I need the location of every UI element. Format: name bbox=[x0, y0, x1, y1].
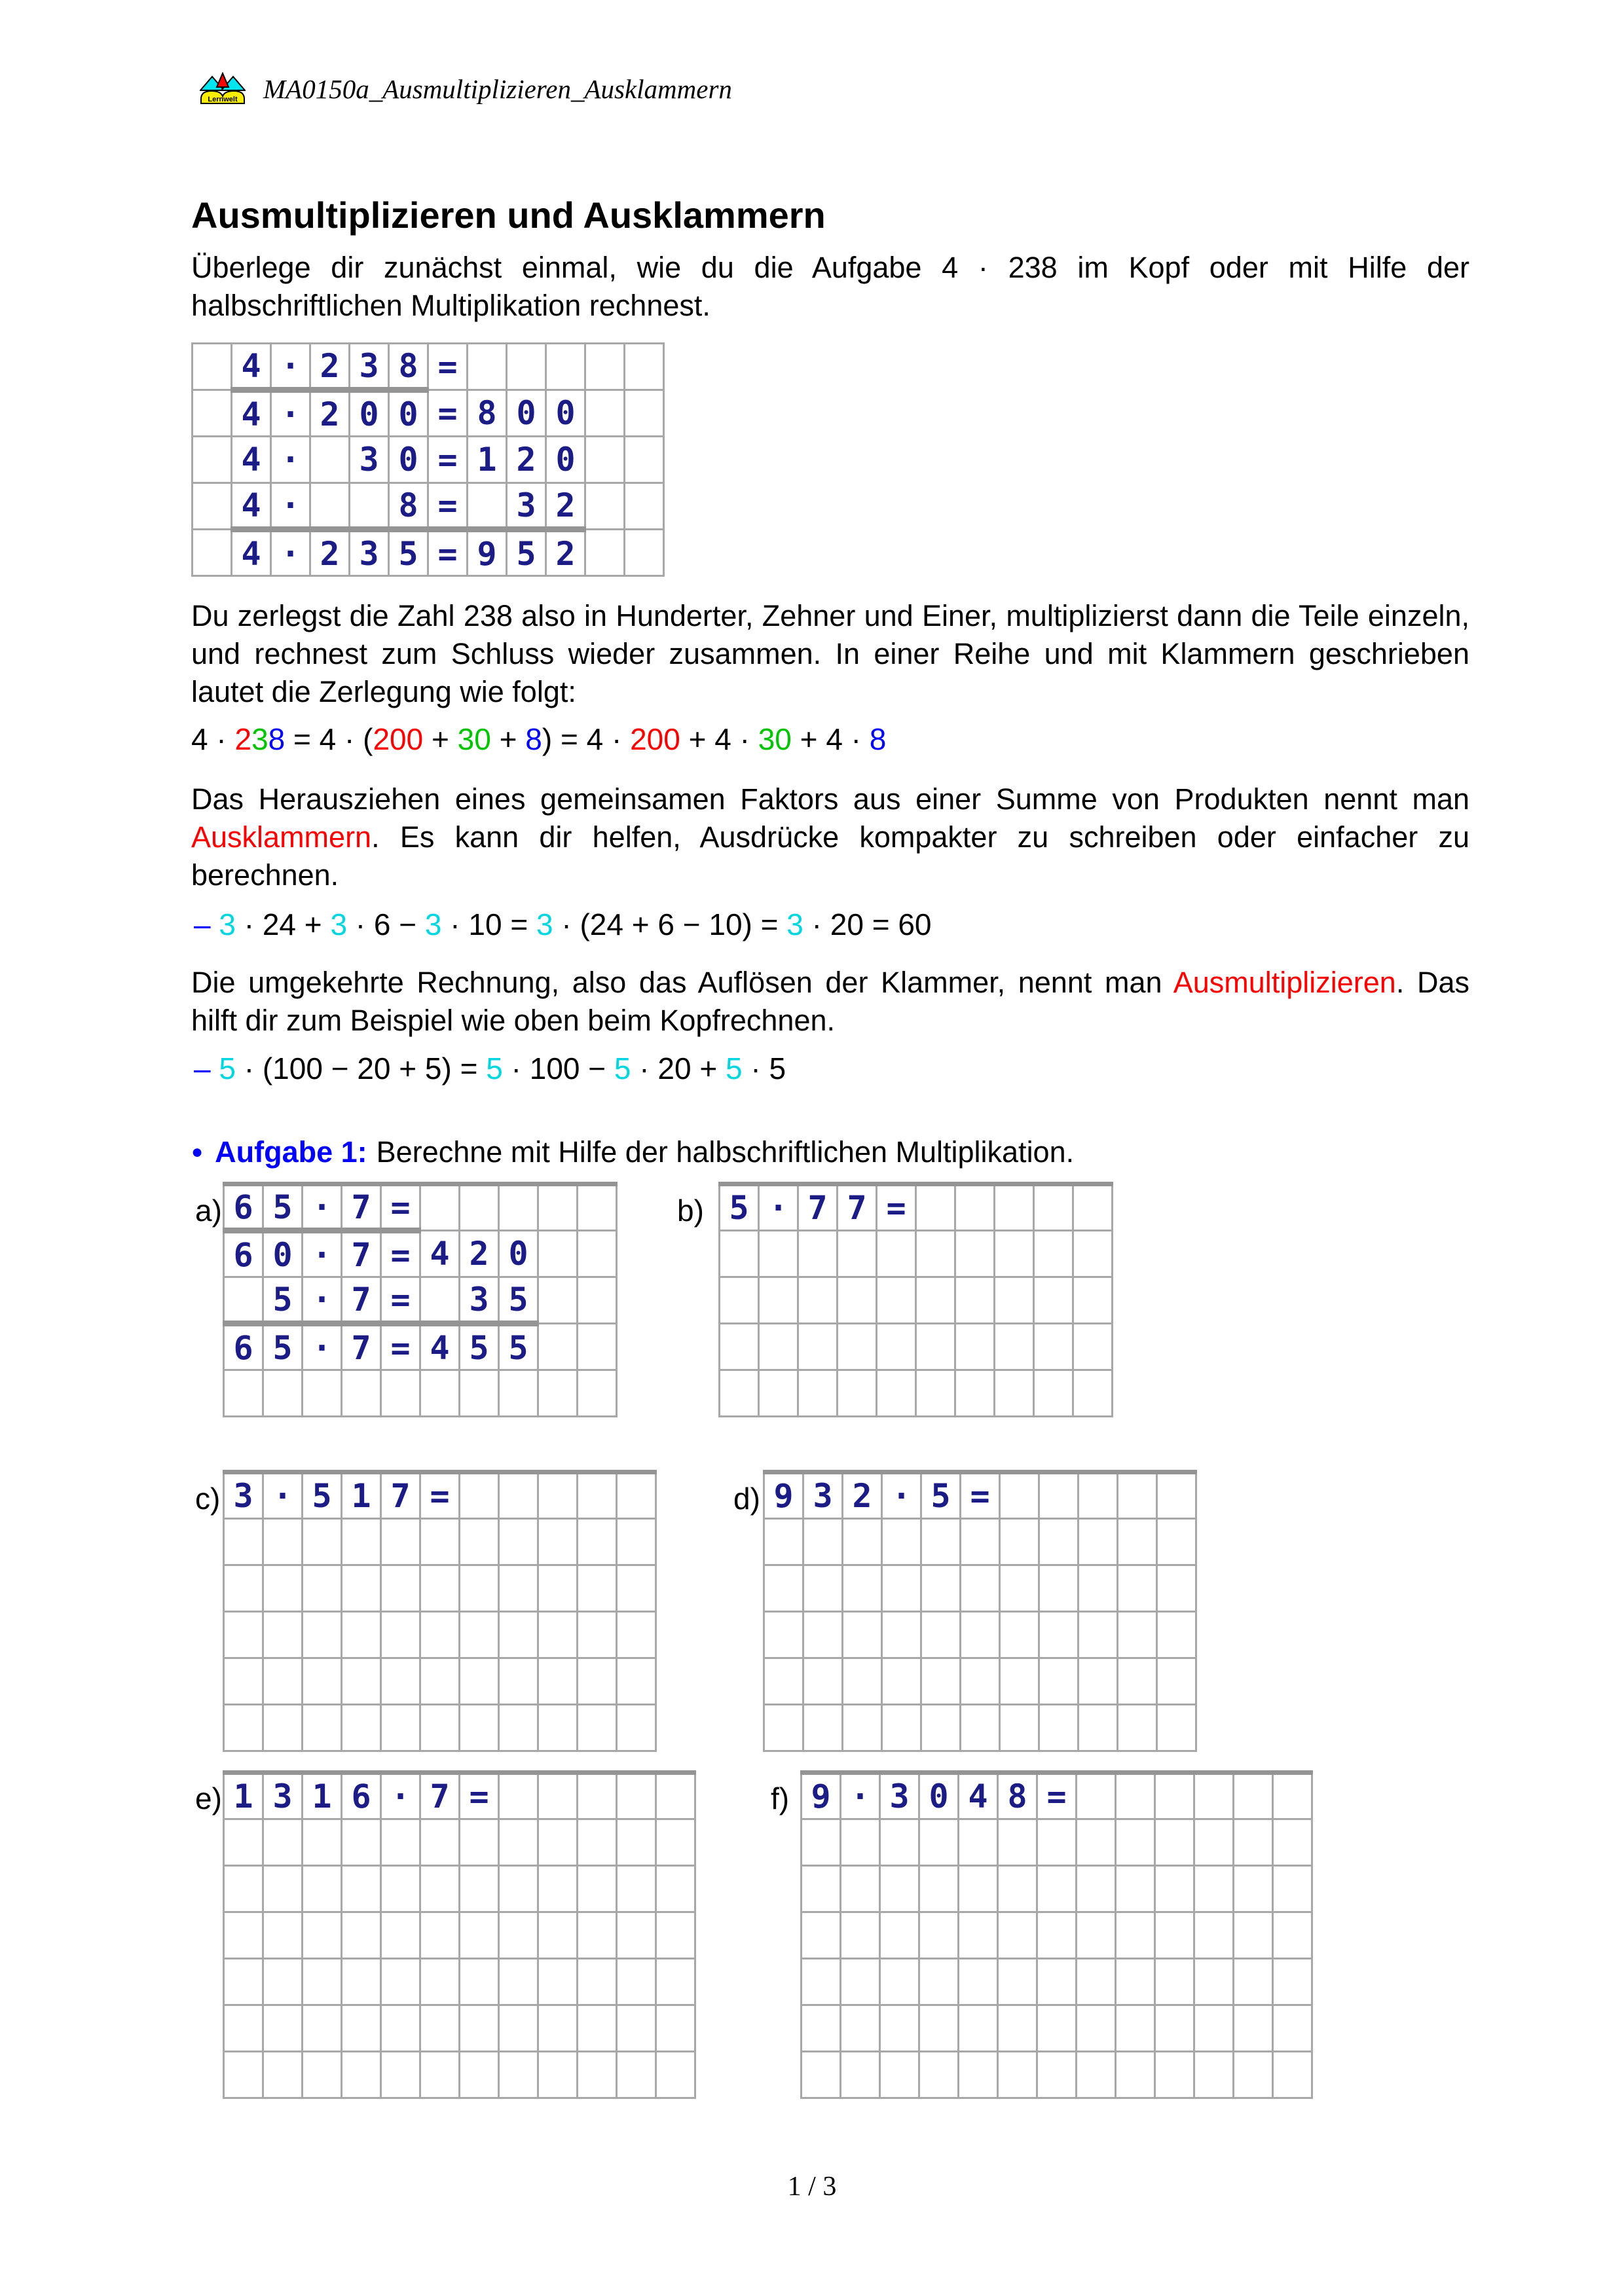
exercise-b-label: b) bbox=[677, 1194, 704, 1228]
exercise-c-label: c) bbox=[195, 1482, 221, 1516]
ausmultiplizieren-formula: – 5 · (100 − 20 + 5) = 5 · 100 − 5 · 20 + 5 · 5 bbox=[194, 1051, 786, 1085]
exercise-a-grid: 6 5 · 7 = 6 0 · 7 = 4 2 0 5 · 7 = 3 5 6 5 · 7 = 4 5 5 bbox=[223, 1182, 618, 1417]
decompose-paragraph: Du zerlegst die Zahl 238 also in Hunderter, Zehner und Einer, multiplizierst dann die Teile einzeln, und rechnest zum Schluss wieder zusammen. In einer Reihe und mit Klammern geschrieben lautet die Zerlegung wie folgt: bbox=[191, 599, 1469, 708]
ausklammern-paragraph: Das Herausziehen eines gemeinsamen Faktors aus einer Summe von Produkten nennt man Ausklammern. Es kann dir helfen, Ausdrücke kompakter zu schreiben oder einfacher zu berechnen. bbox=[191, 782, 1469, 892]
aufgabe-1-label: Aufgabe 1: bbox=[215, 1135, 367, 1169]
page-title: Ausmultiplizieren und Ausklammern bbox=[191, 194, 826, 236]
document-id-header: MA0150a_Ausmultiplizieren_Ausklammern bbox=[263, 74, 732, 104]
exercise-e-label: e) bbox=[195, 1781, 222, 1815]
aufgabe-1-heading bbox=[191, 1135, 1074, 1169]
page-number: 1 / 3 bbox=[787, 2172, 837, 2202]
exercise-a-label: a) bbox=[195, 1194, 222, 1228]
exercise-f-grid: 9 · 3 0 4 8 = bbox=[800, 1770, 1313, 2099]
aufgabe-1-instruction: Berechne mit Hilfe der halbschriftlichen Multiplikation. bbox=[376, 1135, 1075, 1169]
exercise-e-grid: 1 3 1 6 · 7 = bbox=[223, 1770, 696, 2099]
intro-calculation-table: 4 · 2 3 8 = 4 · 2 0 0 = 8 0 0 4 · 3 0 = 1 2 0 4 · 8 = 3 2 4 · 2 3 5 = 9 5 2 bbox=[191, 342, 665, 577]
ausmultiplizieren-paragraph: Die umgekehrte Rechnung, also das Auflösen der Klammer, nennt man Ausmultiplizieren. Das hilft dir zum Beispiel wie oben beim Kopfrechnen. bbox=[191, 966, 1469, 1037]
bullet-icon: ● bbox=[191, 1141, 204, 1163]
decompose-formula: 4 · 238 = 4 · (200 + 30 + 8) = 4 · 200 + 4 · 30 + 4 · 8 bbox=[191, 722, 887, 756]
exercise-f-label: f) bbox=[771, 1781, 790, 1815]
exercise-d-label: d) bbox=[733, 1482, 760, 1516]
exercise-c-grid: 3 · 5 1 7 = bbox=[223, 1470, 657, 1752]
lernwelt-logo-icon bbox=[200, 72, 246, 105]
ausklammern-formula: – 3 · 24 + 3 · 6 − 3 · 10 = 3 · (24 + 6 − 10) = 3 · 20 = 60 bbox=[194, 907, 932, 941]
logo-text: Lernwelt bbox=[208, 96, 238, 103]
exercise-b-grid: 5 · 7 7 = bbox=[718, 1182, 1113, 1417]
exercise-d-grid: 9 3 2 · 5 = bbox=[763, 1470, 1197, 1752]
intro-paragraph: Überlege dir zunächst einmal, wie du die Aufgabe 4 · 238 im Kopf oder mit Hilfe der halbschriftlichen Multiplikation rechnest. bbox=[191, 251, 1469, 322]
